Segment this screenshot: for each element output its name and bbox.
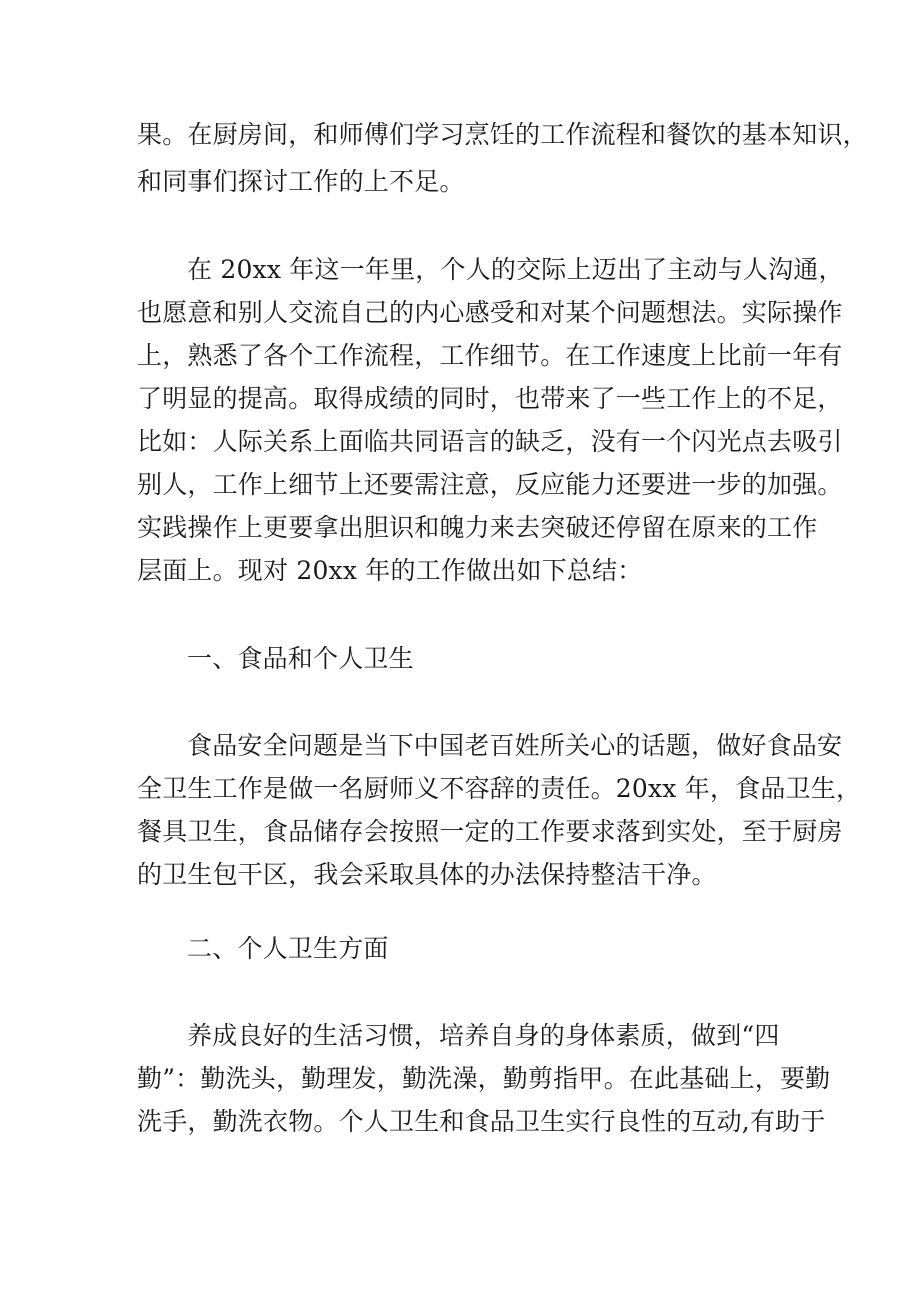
paragraph-line: 层面上。现对 20xx 年的工作做出如下总结： (137, 556, 643, 585)
paragraph-line: 比如：人际关系上面临共同语言的缺乏，没有一个闪光点去吸引 (137, 427, 843, 456)
section-heading: 一、食品和个人卫生 (187, 644, 414, 673)
paragraph-line: 别人，工作上细节上还要需注意，反应能力还要进一步的加强。 (137, 470, 843, 499)
paragraph-line: 实践操作上更要拿出胆识和魄力来去突破还停留在原来的工作 (137, 513, 818, 542)
paragraph-line: 在 20xx 年这一年里，个人的交际上迈出了主动与人沟通， (187, 255, 844, 284)
paragraph-line: 果。在厨房间，和师傅们学习烹饪的工作流程和餐饮的基本知识， (137, 120, 868, 149)
paragraph-line: 食品安全问题是当下中国老百姓所关心的话题，做好食品安 (187, 731, 843, 760)
paragraph-line: 餐具卫生，食品储存会按照一定的工作要求落到实处，至于厨房 (137, 817, 843, 846)
paragraph-line: 上，熟悉了各个工作流程，工作细节。在工作速度上比前一年有 (137, 341, 843, 370)
paragraph-line: 勤”：勤洗头，勤理发，勤洗澡，勤剪指甲。在此基础上，要勤 (137, 1064, 831, 1093)
paragraph-line: 全卫生工作是做一名厨师义不容辞的责任。20xx 年，食品卫生， (137, 774, 862, 803)
paragraph-line: 养成良好的生活习惯，培养自身的身体素质，做到“四 (187, 1021, 780, 1050)
paragraph-line: 的卫生包干区，我会采取具体的办法保持整洁干净。 (137, 860, 717, 889)
paragraph-line: 了明显的提高。取得成绩的同时，也带来了一些工作上的不足， (137, 384, 843, 413)
section-heading: 二、个人卫生方面 (187, 934, 389, 963)
paragraph-line: 洗手，勤洗衣物。个人卫生和食品卫生实行良性的互动,有助于 (137, 1107, 826, 1136)
paragraph-line: 也愿意和别人交流自己的内心感受和对某个问题想法。实际操作 (137, 298, 843, 327)
paragraph-line: 和同事们探讨工作的上不足。 (137, 167, 465, 196)
